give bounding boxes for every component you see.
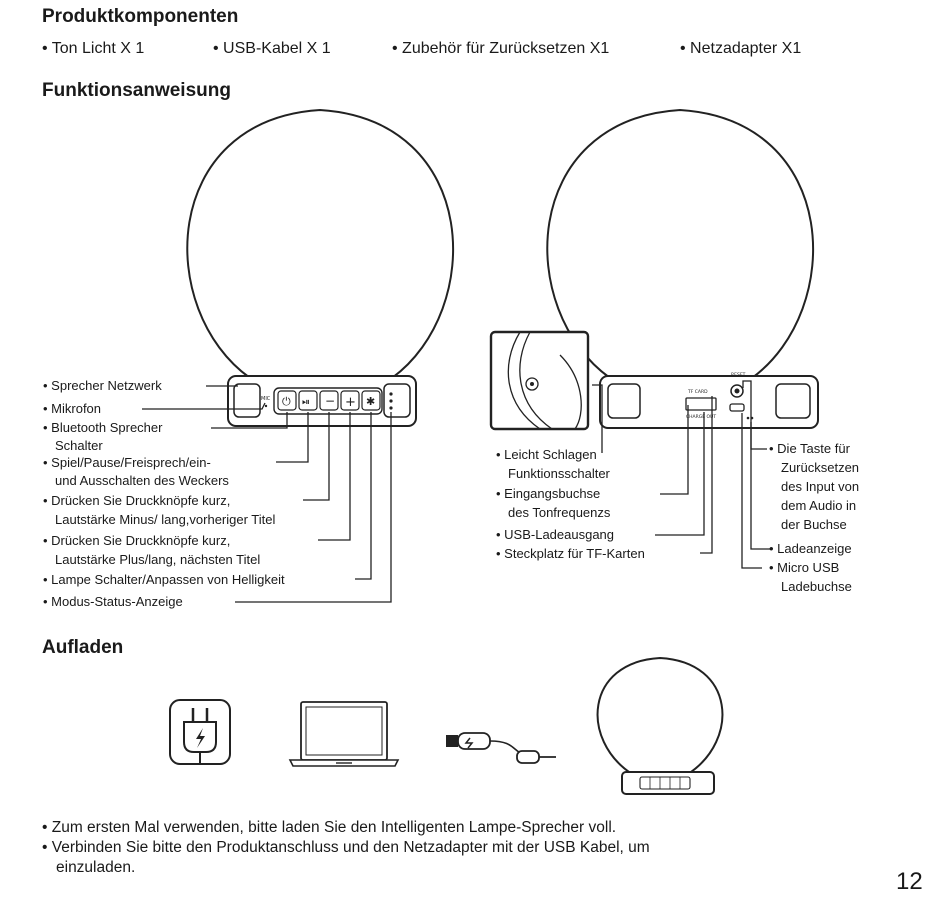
power-icon: ⏻: [282, 395, 291, 408]
play-pause-icon: ⏯: [302, 397, 310, 408]
label-micro-usb: • Micro USB: [769, 560, 840, 575]
label-reset-key-cont: dem Audio in: [781, 498, 857, 513]
light-icon: ✱: [366, 395, 376, 408]
speaker-charging-illustration: [598, 658, 723, 794]
label-volume-minus: • Drücken Sie Druckknöpfe kurz,: [43, 493, 231, 508]
note-first-use: • Zum ersten Mal verwenden, bitte laden Sie den Intelligenten Lampe-Sprecher voll.: [42, 819, 617, 836]
component-item: • Zubehör für Zurücksetzen X1: [392, 40, 610, 57]
components-heading: Produktkomponenten: [42, 6, 239, 27]
label-microphone: • Mikrofon: [43, 401, 102, 416]
label-reset-key-cont: des Input von: [781, 479, 860, 494]
label-charge-indicator: • Ladeanzeige: [769, 541, 852, 556]
laptop-icon: [290, 702, 398, 766]
label-audio-input: • Eingangsbuchse: [496, 486, 601, 501]
label-volume-plus-cont: Lautstärke Plus/lang, nächsten Titel: [55, 552, 261, 567]
page-number: 12: [896, 868, 923, 895]
label-touch-switch-cont: Funktionsschalter: [508, 466, 610, 481]
note-connect: • Verbinden Sie bitte den Produktanschluss und den Netzadapter mit der USB Kabel, um: [42, 839, 650, 856]
speaker-front-illustration: [187, 110, 453, 426]
note-connect-cont: einzuladen.: [56, 859, 136, 876]
label-lamp-switch: • Lampe Schalter/Anpassen von Helligkeit: [43, 572, 285, 587]
charge-out-mark: CHARGE OUT: [686, 415, 717, 420]
minus-icon: −: [325, 394, 336, 408]
label-micro-usb-cont: Ladebuchse: [781, 579, 852, 594]
usb-cable-icon: [446, 733, 556, 763]
tf-card-mark: TF CARD: [688, 390, 708, 395]
label-bluetooth-switch-cont: Schalter: [55, 438, 103, 453]
charging-heading: Aufladen: [42, 637, 124, 658]
plus-icon: +: [345, 395, 356, 410]
label-mode-indicator: • Modus-Status-Anzeige: [43, 594, 183, 609]
label-play-pause-cont: und Ausschalten des Weckers: [55, 473, 229, 488]
label-reset-key: • Die Taste für: [769, 441, 850, 456]
component-item: • Ton Licht X 1: [42, 40, 145, 57]
label-speaker-network: • Sprecher Netzwerk: [43, 378, 162, 393]
label-reset-key-cont: Zurücksetzen: [781, 460, 860, 475]
label-play-pause: • Spiel/Pause/Freisprech/ein-: [43, 455, 211, 470]
label-usb-output: • USB-Ladeausgang: [496, 527, 615, 542]
component-item: • Netzadapter X1: [680, 40, 802, 57]
label-volume-plus: • Drücken Sie Druckknöpfe kurz,: [43, 533, 231, 548]
svg-text:MIC: MIC: [261, 396, 271, 402]
function-heading: Funktionsanweisung: [42, 80, 231, 101]
label-audio-input-cont: des Tonfrequenzs: [508, 505, 611, 520]
reset-mark: RESET: [731, 373, 746, 378]
label-touch-switch: • Leicht Schlagen: [496, 447, 597, 462]
component-item: • USB-Kabel X 1: [213, 40, 331, 57]
label-tf-slot: • Steckplatz für TF-Karten: [496, 546, 645, 561]
label-volume-minus-cont: Lautstärke Minus/ lang,vorheriger Titel: [55, 512, 276, 527]
inset-touch-switch: [491, 332, 588, 429]
power-adapter-icon: [170, 700, 230, 764]
label-bluetooth-switch: • Bluetooth Sprecher: [43, 420, 163, 435]
label-reset-key-cont: der Buchse: [781, 517, 847, 532]
